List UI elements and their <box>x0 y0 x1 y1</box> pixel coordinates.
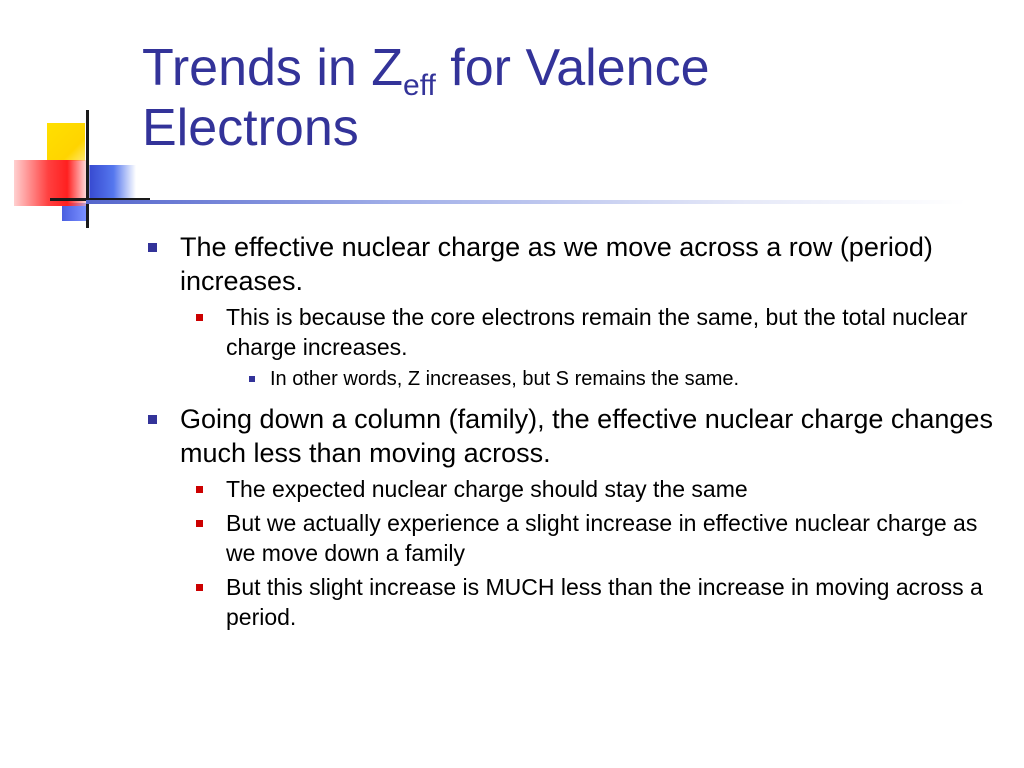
bullet-text: The expected nuclear charge should stay the same <box>226 476 748 502</box>
bullet-text: In other words, Z increases, but S remains the same. <box>270 368 740 390</box>
square-bullet-icon <box>196 486 203 493</box>
title-text-part2: for Valence <box>435 39 710 97</box>
title-text-line2: Electrons <box>142 99 359 157</box>
square-bullet-icon <box>148 243 157 252</box>
bullet-level2 <box>148 572 1008 632</box>
bullet-level2 <box>148 508 1008 568</box>
bullet-level1 <box>148 402 1008 470</box>
square-bullet-icon <box>249 376 255 382</box>
title-subscript: eff <box>403 69 436 102</box>
bullet-level2 <box>148 474 1008 504</box>
vertical-line-decoration <box>86 110 89 228</box>
bullet-text: Going down a column (family), the effective nuclear charge changes much less than moving across. <box>180 404 993 468</box>
bullet-level3 <box>148 366 1008 392</box>
bullet-text: The effective nuclear charge as we move across a row (period) increases. <box>180 232 933 296</box>
bullet-level2 <box>148 302 1008 362</box>
bullet-text: But this slight increase is MUCH less than the increase in moving across a period. <box>226 574 983 630</box>
title-underline <box>86 200 966 204</box>
bullet-text: But we actually experience a slight increase in effective nuclear charge as we move down a family <box>226 510 978 566</box>
corner-decoration <box>0 0 150 240</box>
square-bullet-icon <box>196 314 203 321</box>
bullet-text: This is because the core electrons remain the same, but the total nuclear charge increases. <box>226 304 968 360</box>
slide-title <box>142 38 1002 158</box>
square-bullet-icon <box>196 584 203 591</box>
bullet-level1 <box>148 230 1008 298</box>
bullet-list <box>148 230 1008 636</box>
square-bullet-icon <box>148 415 157 424</box>
yellow-square-decoration <box>47 123 85 161</box>
square-bullet-icon <box>196 520 203 527</box>
title-text-part1: Trends in Z <box>142 39 404 97</box>
